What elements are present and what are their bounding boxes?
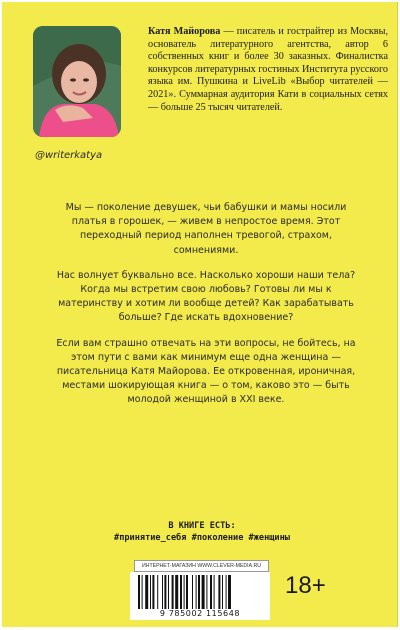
- barcode-bar: [172, 575, 174, 609]
- barcode: [130, 572, 270, 620]
- barcode-bar: [175, 575, 178, 609]
- barcode-bar: [164, 575, 166, 609]
- barcode-bar: [150, 575, 151, 609]
- barcode-bar: [226, 575, 227, 609]
- blurb-paragraph-2: Нас волнует буквально все. Насколько хороши наши тела? Когда мы встретим свою любовь? Готовы ли мы к материнству и хотим ли вообще детей? Как зарабатывать больше? Где искать вдохновение?: [56, 269, 356, 324]
- barcode-bar: [168, 575, 169, 609]
- barcode-bar: [228, 575, 231, 609]
- barcode-bar: [222, 575, 223, 609]
- barcode-bar: [186, 575, 188, 609]
- barcode-bar: [145, 575, 148, 609]
- age-rating: 18+: [285, 572, 326, 599]
- isbn-number: 9 785002 115648: [159, 609, 241, 618]
- features-title: В КНИГЕ ЕСТЬ:: [168, 521, 236, 531]
- barcode-bars: [138, 575, 262, 609]
- barcode-bar: [214, 575, 215, 609]
- barcode-bar: [138, 575, 140, 609]
- author-handle: @writerkatya: [35, 150, 103, 161]
- author-name: Катя Майорова: [148, 26, 221, 37]
- author-bio: [148, 26, 388, 114]
- barcode-bar: [202, 575, 205, 609]
- barcode-bar: [198, 575, 200, 609]
- features-tags: #принятие_себя #поколение #женщины: [114, 533, 290, 543]
- barcode-bar: [152, 575, 154, 609]
- barcode-bar: [157, 575, 158, 609]
- barcode-bar: [142, 575, 143, 609]
- blurb-paragraph-1: Мы — поколение девушек, чьи бабушки и мамы носили платья в горошек, — живем в непростое время. Этот переходный период наполнен тревогой, страхом, сомнениями.: [65, 202, 347, 256]
- barcode-bar: [210, 575, 212, 609]
- shop-url-label: ИНТЕРНЕТ-МАГАЗИН WWW.CLEVER-MEDIA.RU: [134, 560, 269, 572]
- barcode-bar: [218, 575, 220, 609]
- author-photo: [33, 26, 121, 137]
- blurb-paragraph-3: Если вам страшно отвечать на эти вопросы, не бойтесь, на этом пути с вами как минимум еще одна женщина — писательница Катя Майорова. Ее откровенная, ироничная, местами шокирующая книга — о том, каково это — быть молодой женщиной в XXI веке.: [56, 337, 356, 406]
- barcode-bar: [196, 575, 197, 609]
- barcode-bar: [162, 575, 163, 609]
- barcode-bar: [180, 575, 182, 609]
- book-back-cover: [2, 2, 398, 627]
- barcode-bar: [206, 575, 207, 609]
- barcode-bar: [192, 575, 193, 609]
- barcode-bar: [184, 575, 185, 609]
- blurb: [50, 201, 362, 419]
- author-bio-text: — писатель и гострайтер из Москвы, основатель литературного агентства, автор 6 собственных книг и более 30 заказных. Финалистка конкурсов литературных гостиных Института русского языка им. Пушкина и LiveLib «Выбор читателей — 2021». Суммарная аудитория Кати в социальных сетях — больше 25 тысяч читателей.: [148, 26, 388, 113]
- features-block: [62, 520, 342, 544]
- author-portrait-image: [33, 26, 121, 137]
